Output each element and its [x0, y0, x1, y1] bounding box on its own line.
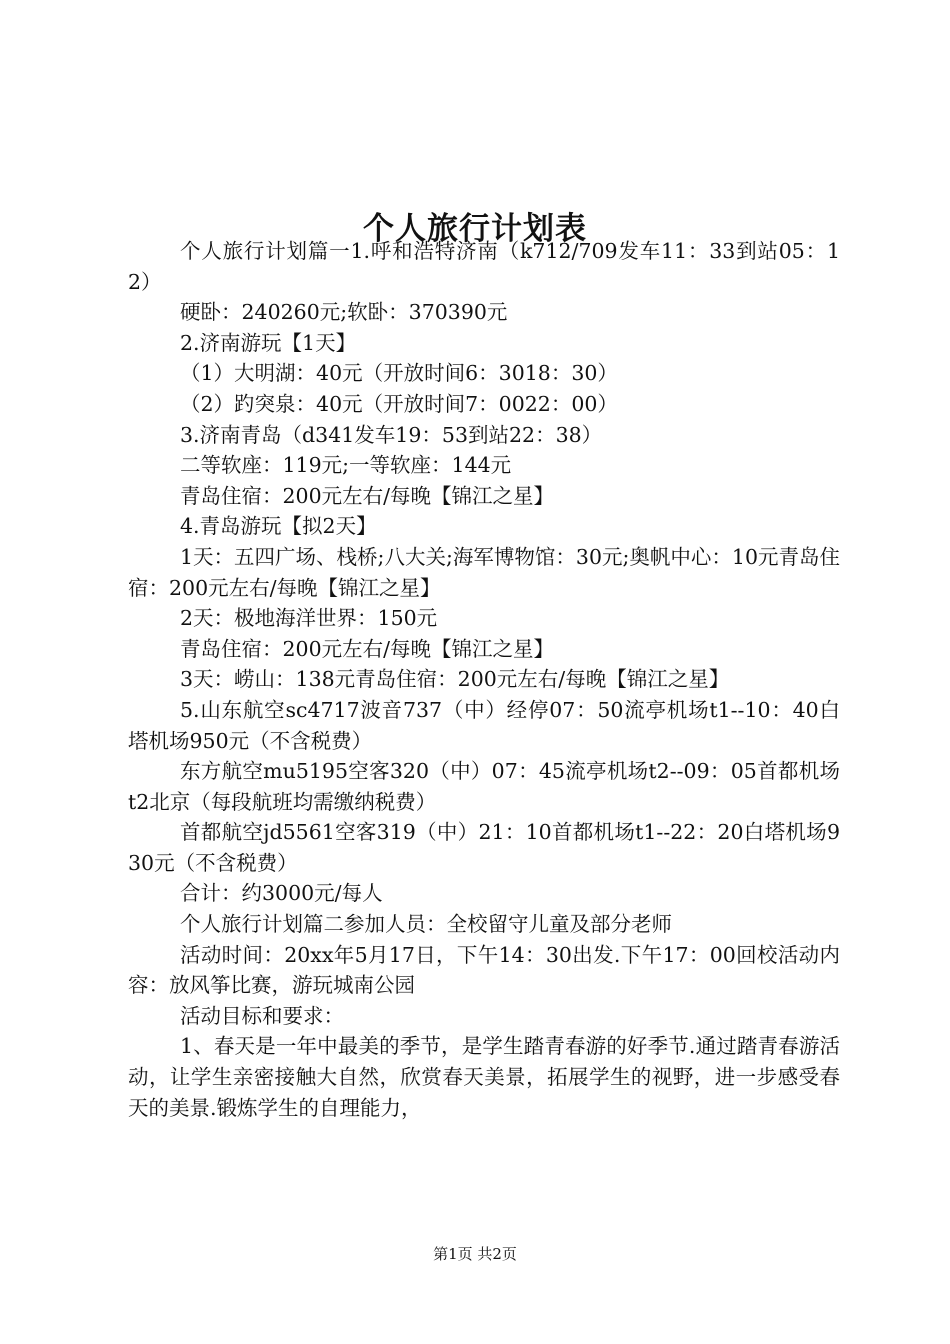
- paragraph: 3天：崂山：138元青岛住宿：200元左右/每晚【锦江之星】: [180, 667, 730, 692]
- paragraph: 青岛住宿：200元左右/每晚【锦江之星】: [180, 636, 555, 661]
- paragraph: 5.山东航空sc4717波音737（中）经停07：50流亭机场t1--10：40白塔机场950元（不含税费）: [128, 697, 840, 753]
- paragraph: 合计：约3000元/每人: [180, 881, 383, 906]
- paragraph: 1、春天是一年中最美的季节，是学生踏青春游的好季节.通过踏青春游活动，让学生亲密接触大自然，欣赏春天美景，拓展学生的视野，进一步感受春天的美景.锻炼学生的自理能力，: [128, 1034, 840, 1120]
- paragraph: 硬卧：240260元;软卧：370390元: [180, 300, 508, 325]
- paragraph: 东方航空mu5195空客320（中）07：45流亭机场t2--09：05首都机场t2北京（每段航班均需缴纳税费）: [128, 759, 840, 814]
- paragraph: 2天：极地海洋世界：150元: [180, 606, 438, 631]
- paragraph: 活动时间：20xx年5月17日，下午14：30出发.下午17：00回校活动内容：放风筝比赛，游玩城南公园: [128, 942, 840, 998]
- paragraph: 个人旅行计划篇一1.呼和浩特济南（k712/709发车11：33到站05：12）: [128, 239, 840, 294]
- paragraph: 活动目标和要求：: [180, 1003, 344, 1028]
- page-footer: 第1页 共2页: [433, 1245, 517, 1263]
- paragraph: 青岛住宿：200元左右/每晚【锦江之星】: [180, 483, 555, 508]
- paragraph: （1）大明湖：40元（开放时间6：3018：30）: [180, 361, 618, 386]
- paragraph: 1天：五四广场、栈桥;八大关;海军博物馆：30元;奥帆中心：10元青岛住宿：200元左右/每晚【锦江之星】: [128, 544, 840, 600]
- paragraph: 首都航空jd5561空客319（中）21：10首都机场t1--22：20白塔机场930元（不含税费）: [128, 820, 840, 875]
- paragraph: 3.济南青岛（d341发车19：53到站22：38）: [180, 422, 603, 447]
- paragraph: （2）趵突泉：40元（开放时间7：0022：00）: [180, 391, 618, 416]
- paragraph: 二等软座：119元;一等软座：144元: [180, 453, 512, 478]
- paragraph: 个人旅行计划篇二参加人员：全校留守儿童及部分老师: [180, 912, 672, 937]
- paragraph: 4.青岛游玩【拟2天】: [180, 514, 377, 539]
- paragraph: 2.济南游玩【1天】: [180, 330, 357, 355]
- page-title: 个人旅行计划表: [363, 210, 587, 247]
- document-body: [128, 236, 840, 1123]
